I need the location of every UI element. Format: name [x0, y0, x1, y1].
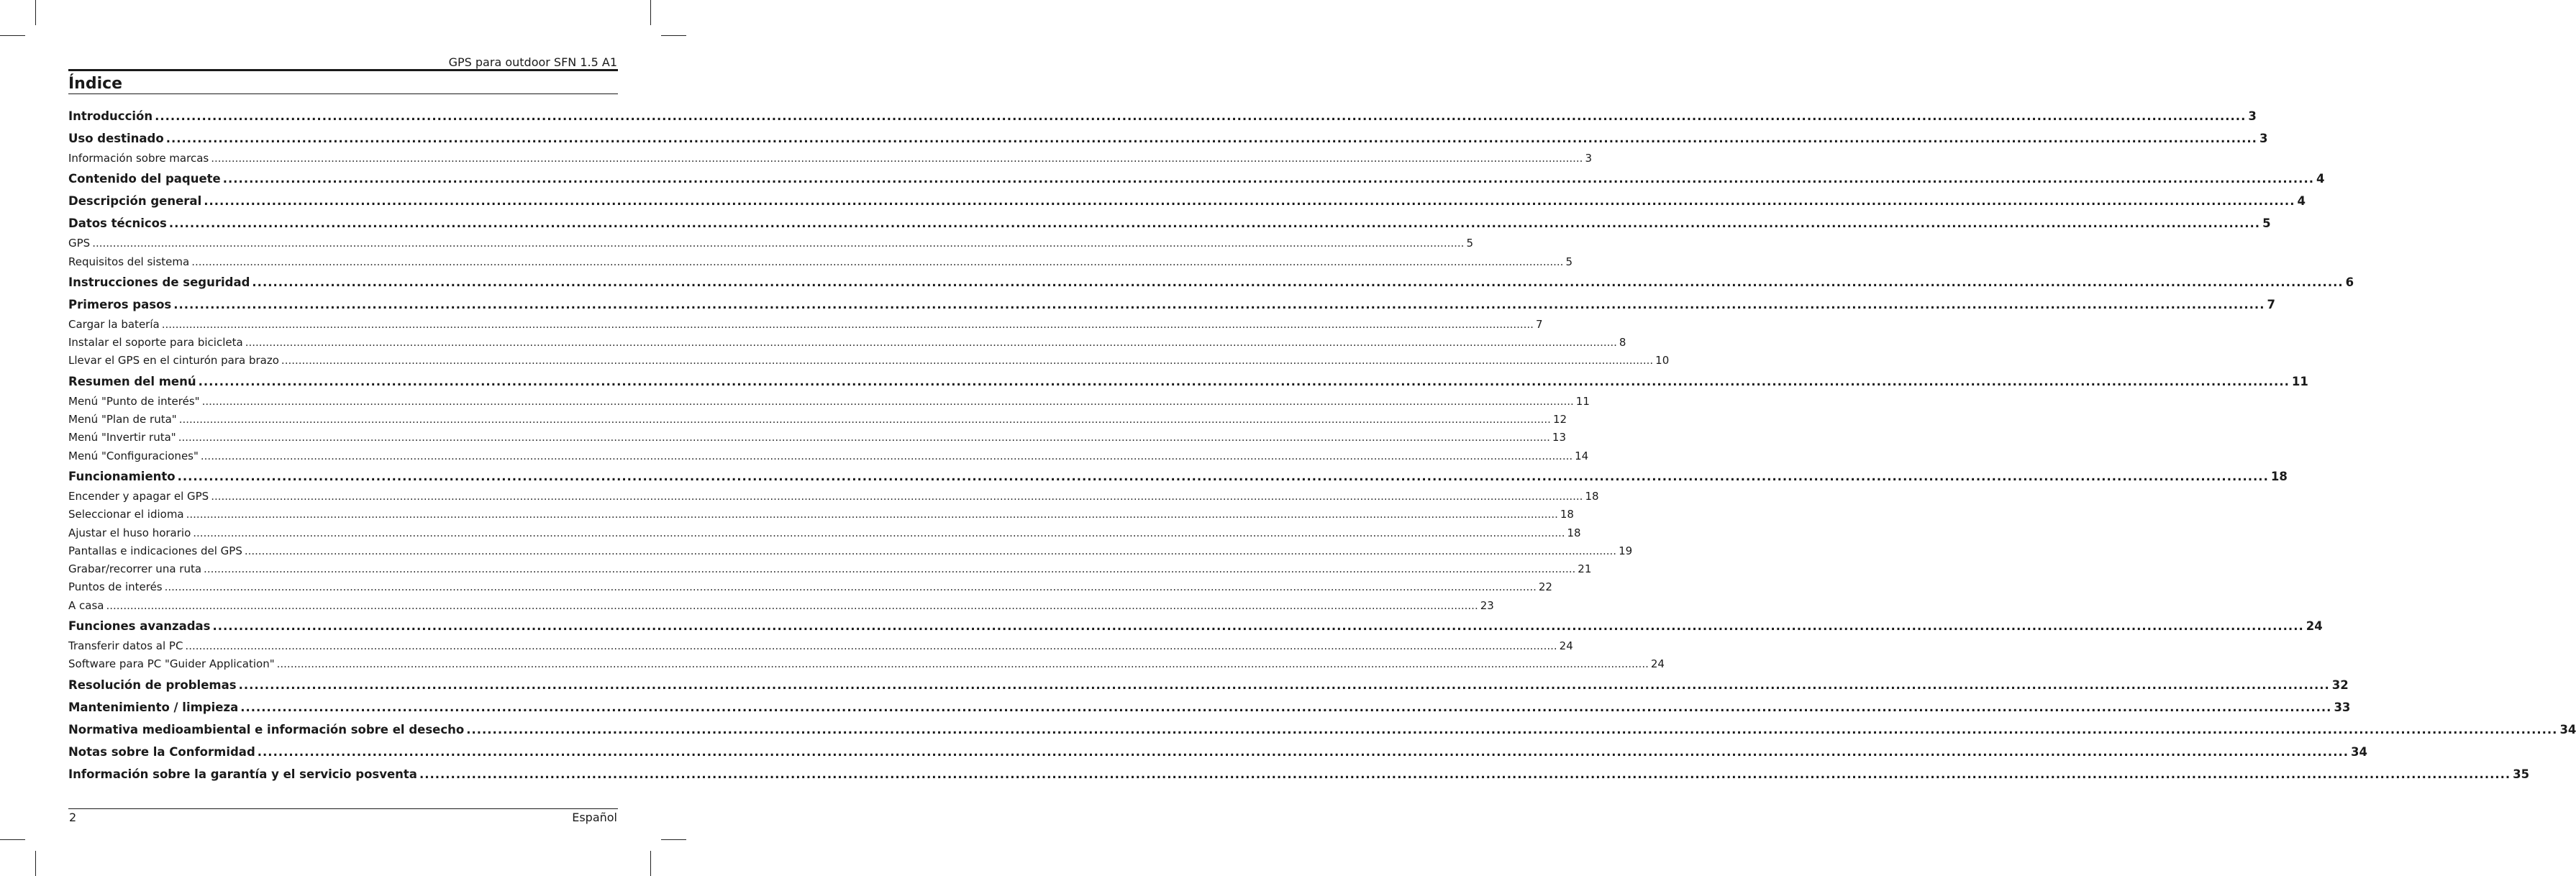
- toc-leader-dots: ................................................................................................................................................................................................................................................................................................................................................................................................................: [185, 639, 1557, 653]
- toc-leader-dots: ................................................................................................................................................................................................................................................................................................................................................................................................................: [276, 657, 1649, 671]
- toc-entry-label: Grabar/recorrer una ruta: [68, 562, 202, 576]
- toc-leader-dots: ................................................................................................................................................................................................................................................................................................................................................................................................................: [191, 255, 1564, 268]
- toc-entry[interactable]: [68, 615, 2323, 637]
- toc-entry-label: Requisitos del sistema: [68, 255, 190, 268]
- toc-entry[interactable]: [68, 718, 2576, 741]
- toc-entry-page: 11: [1575, 394, 1590, 408]
- toc-entry[interactable]: [68, 212, 2271, 234]
- toc-entry-label: Datos técnicos: [68, 216, 167, 231]
- page-number: 2: [69, 811, 77, 824]
- toc-leader-dots: ................................................................................................................................................................................................................................................................................................................................................................................................................: [466, 722, 2558, 736]
- toc-leader-dots: ................................................................................................................................................................................................................................................................................................................................................................................................................: [204, 194, 2295, 209]
- toc-leader-dots: ................................................................................................................................................................................................................................................................................................................................................................................................................: [245, 336, 1617, 350]
- toc-entry-label: A casa: [68, 598, 104, 612]
- toc-entry[interactable]: [68, 352, 1670, 370]
- toc-leader-dots: ................................................................................................................................................................................................................................................................................................................................................................................................................: [186, 508, 1558, 521]
- toc-entry-page: 8: [1619, 336, 1626, 350]
- toc-leader-dots: ................................................................................................................................................................................................................................................................................................................................................................................................................: [165, 132, 2257, 145]
- toc-leader-dots: ................................................................................................................................................................................................................................................................................................................................................................................................................: [198, 374, 2290, 388]
- toc-entry-label: Funciones avanzadas: [68, 619, 211, 634]
- toc-entry-label: Encender y apagar el GPS: [68, 489, 209, 503]
- toc-leader-dots: ................................................................................................................................................................................................................................................................................................................................................................................................................: [252, 275, 2344, 289]
- crop-mark-top-left-v: [35, 0, 36, 25]
- toc-entry[interactable]: [68, 190, 2306, 212]
- toc-entry[interactable]: [68, 316, 1543, 334]
- toc-leader-dots: ................................................................................................................................................................................................................................................................................................................................................................................................................: [178, 413, 1551, 426]
- running-header: GPS para outdoor SFN 1.5 A1: [448, 55, 617, 69]
- toc-leader-dots: ................................................................................................................................................................................................................................................................................................................................................................................................................: [177, 469, 2269, 483]
- toc-entry-page: 13: [1552, 431, 1567, 444]
- toc-leader-dots: ................................................................................................................................................................................................................................................................................................................................................................................................................: [178, 431, 1550, 444]
- toc-entry[interactable]: [68, 542, 1633, 560]
- toc-entry-page: 34: [2351, 744, 2367, 759]
- crop-mark-bottom-left-h: [0, 839, 25, 840]
- toc-leader-dots: ................................................................................................................................................................................................................................................................................................................................................................................................................: [281, 354, 1654, 368]
- toc-entry-label: Transferir datos al PC: [68, 639, 183, 653]
- toc-entry-page: 6: [2345, 275, 2354, 289]
- toc-entry-label: Resolución de problemas: [68, 677, 237, 692]
- toc-entry-page: 18: [1567, 526, 1581, 539]
- toc-entry-page: 3: [1585, 152, 1592, 165]
- toc-entry-label: Contenido del paquete: [68, 172, 221, 186]
- toc-leader-dots: ................................................................................................................................................................................................................................................................................................................................................................................................................: [240, 700, 2332, 714]
- toc-entry[interactable]: [68, 465, 2288, 488]
- toc-entry-page: 18: [2270, 469, 2288, 483]
- toc-entry-page: 3: [2248, 109, 2257, 123]
- toc-entry-label: Menú "Invertir ruta": [68, 431, 176, 444]
- toc-entry-page: 18: [1560, 508, 1574, 521]
- crop-mark-top-right-v: [650, 0, 651, 25]
- toc-entry[interactable]: [68, 393, 1590, 411]
- toc-entry-label: Notas sobre la Conformidad: [68, 744, 255, 759]
- footer-language: Español: [572, 811, 617, 824]
- toc-leader-dots: ................................................................................................................................................................................................................................................................................................................................................................................................................: [168, 216, 2261, 231]
- toc-entry[interactable]: [68, 674, 2349, 696]
- toc-entry[interactable]: [68, 696, 2351, 718]
- toc-entry[interactable]: [68, 271, 2354, 293]
- toc-entry-page: 23: [1480, 598, 1494, 612]
- toc-entry-label: Cargar la batería: [68, 317, 160, 331]
- toc-entry-label: Software para PC "Guider Application": [68, 657, 275, 671]
- toc-entry-page: 3: [2259, 132, 2268, 145]
- toc-entry-label: Información sobre marcas: [68, 152, 209, 165]
- toc-leader-dots: ................................................................................................................................................................................................................................................................................................................................................................................................................: [244, 544, 1617, 557]
- toc-entry-page: 4: [2316, 172, 2325, 186]
- toc-entry[interactable]: [68, 150, 1592, 168]
- toc-entry[interactable]: [68, 234, 1473, 252]
- toc-entry-label: Menú "Configuraciones": [68, 449, 199, 462]
- toc-entry-page: 7: [2267, 297, 2275, 311]
- toc-entry[interactable]: [68, 578, 1552, 596]
- toc-entry-label: Introducción: [68, 109, 153, 123]
- toc-entry[interactable]: [68, 524, 1581, 542]
- toc-entry-page: 32: [2331, 677, 2349, 692]
- toc-entry-label: Instalar el soporte para bicicleta: [68, 336, 243, 350]
- toc-entry-page: 18: [1585, 489, 1599, 503]
- toc-entry-page: 4: [2297, 194, 2306, 209]
- toc-entry-page: 7: [1535, 317, 1543, 331]
- toc-entry[interactable]: [68, 488, 1599, 506]
- toc-entry[interactable]: [68, 637, 1573, 655]
- toc-leader-dots: ................................................................................................................................................................................................................................................................................................................................................................................................................: [161, 317, 1534, 331]
- toc-entry-page: 12: [1552, 413, 1567, 426]
- toc-entry-page: 24: [2306, 619, 2323, 634]
- toc-entry[interactable]: [68, 597, 1494, 615]
- toc-entry[interactable]: [68, 763, 2530, 785]
- toc-entry-label: GPS: [68, 237, 91, 250]
- toc-entry[interactable]: [68, 655, 1665, 673]
- toc-entry-label: Primeros pasos: [68, 297, 172, 311]
- toc-leader-dots: ................................................................................................................................................................................................................................................................................................................................................................................................................: [212, 619, 2304, 634]
- page-title: Índice: [68, 75, 123, 93]
- crop-mark-bottom-right-h: [661, 839, 686, 840]
- toc-entry-page: 35: [2513, 767, 2530, 781]
- toc-entry-page: 24: [1559, 639, 1573, 653]
- toc-entry[interactable]: [68, 127, 2268, 150]
- toc-leader-dots: ................................................................................................................................................................................................................................................................................................................................................................................................................: [211, 489, 1583, 503]
- toc-entry-page: 34: [2559, 722, 2576, 736]
- toc-entry-label: Descripción general: [68, 194, 202, 209]
- toc-entry-page: 33: [2334, 700, 2351, 714]
- toc-entry-label: Puntos de interés: [68, 580, 163, 594]
- toc-leader-dots: ................................................................................................................................................................................................................................................................................................................................................................................................................: [173, 297, 2265, 311]
- toc-entry[interactable]: [68, 447, 1589, 465]
- toc-leader-dots: ................................................................................................................................................................................................................................................................................................................................................................................................................: [164, 580, 1537, 594]
- toc-entry-page: 22: [1538, 580, 1552, 594]
- toc-entry-label: Seleccionar el idioma: [68, 508, 184, 521]
- toc-entry-page: 5: [2262, 216, 2271, 231]
- toc-entry-page: 19: [1619, 544, 1633, 557]
- toc-entry-label: Menú "Plan de ruta": [68, 413, 177, 426]
- toc-entry-label: Normativa medioambiental e información sobre el desecho: [68, 722, 465, 736]
- toc-entry-page: 24: [1650, 657, 1665, 671]
- toc-entry[interactable]: [68, 293, 2275, 316]
- toc-leader-dots: ................................................................................................................................................................................................................................................................................................................................................................................................................: [106, 598, 1478, 612]
- toc-entry-label: Pantallas e indicaciones del GPS: [68, 544, 242, 557]
- toc-entry[interactable]: [68, 168, 2325, 190]
- toc-entry-page: 10: [1655, 354, 1670, 368]
- toc-entry-page: 11: [2291, 374, 2308, 388]
- toc-entry[interactable]: [68, 429, 1567, 447]
- toc-leader-dots: ................................................................................................................................................................................................................................................................................................................................................................................................................: [200, 449, 1573, 462]
- table-of-contents: [68, 105, 2576, 785]
- toc-entry-page: 14: [1575, 449, 1589, 462]
- toc-leader-dots: ................................................................................................................................................................................................................................................................................................................................................................................................................: [204, 562, 1576, 576]
- toc-entry[interactable]: [68, 253, 1573, 271]
- toc-entry-label: Ajustar el huso horario: [68, 526, 191, 539]
- toc-entry-label: Información sobre la garantía y el servicio posventa: [68, 767, 417, 781]
- toc-leader-dots: ................................................................................................................................................................................................................................................................................................................................................................................................................: [222, 172, 2314, 186]
- crop-mark-top-right-h: [661, 35, 686, 36]
- toc-leader-dots: ................................................................................................................................................................................................................................................................................................................................................................................................................: [193, 526, 1565, 539]
- toc-entry[interactable]: [68, 506, 1574, 524]
- toc-entry-page: 5: [1466, 237, 1473, 250]
- toc-leader-dots: ................................................................................................................................................................................................................................................................................................................................................................................................................: [201, 394, 1574, 408]
- toc-leader-dots: ................................................................................................................................................................................................................................................................................................................................................................................................................: [211, 152, 1583, 165]
- crop-mark-bottom-right-v: [650, 851, 651, 876]
- toc-entry-label: Funcionamiento: [68, 469, 176, 483]
- toc-entry[interactable]: [68, 370, 2308, 393]
- crop-mark-top-left-h: [0, 35, 25, 36]
- heading-underline: [68, 93, 618, 94]
- toc-entry[interactable]: [68, 411, 1567, 429]
- toc-entry[interactable]: [68, 105, 2257, 127]
- toc-leader-dots: ................................................................................................................................................................................................................................................................................................................................................................................................................: [155, 109, 2247, 123]
- toc-leader-dots: ................................................................................................................................................................................................................................................................................................................................................................................................................: [92, 237, 1465, 250]
- toc-entry-page: 5: [1565, 255, 1573, 268]
- crop-mark-bottom-left-v: [35, 851, 36, 876]
- toc-entry-label: Uso destinado: [68, 132, 164, 145]
- toc-leader-dots: ................................................................................................................................................................................................................................................................................................................................................................................................................: [238, 677, 2330, 692]
- toc-leader-dots: ................................................................................................................................................................................................................................................................................................................................................................................................................: [419, 767, 2511, 781]
- toc-entry-label: Menú "Punto de interés": [68, 394, 200, 408]
- toc-entry-label: Mantenimiento / limpieza: [68, 700, 239, 714]
- toc-entry-page: 21: [1578, 562, 1592, 576]
- header-rule: [68, 69, 618, 71]
- toc-entry[interactable]: [68, 741, 2367, 763]
- toc-entry-label: Instrucciones de seguridad: [68, 275, 250, 289]
- footer-rule: [68, 808, 618, 809]
- toc-entry-label: Resumen del menú: [68, 374, 196, 388]
- toc-entry[interactable]: [68, 334, 1626, 352]
- toc-leader-dots: ................................................................................................................................................................................................................................................................................................................................................................................................................: [257, 744, 2349, 759]
- toc-entry-label: Llevar el GPS en el cinturón para brazo: [68, 354, 279, 368]
- toc-entry[interactable]: [68, 560, 1592, 578]
